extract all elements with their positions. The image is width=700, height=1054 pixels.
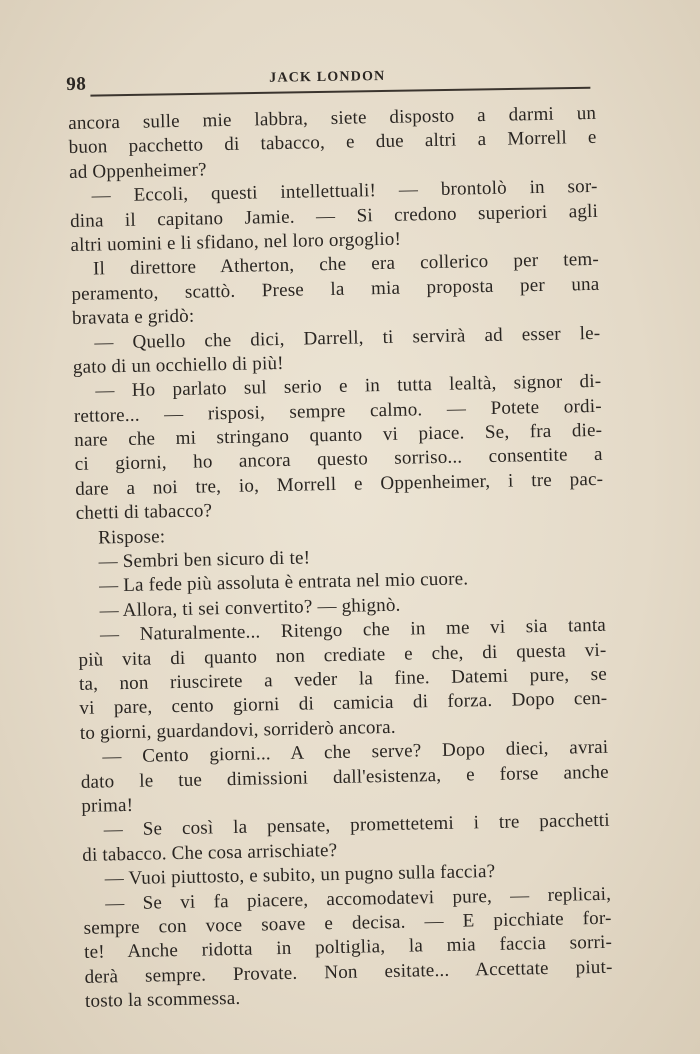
text-line: — Vuoi piuttosto, e subito, un pugno sulla faccia? bbox=[104, 861, 496, 890]
text-line: altri uomini e li sfidano, nel loro orgoglio! bbox=[70, 228, 402, 256]
text-line: derà sempre. Provate. Non esitate... Accettate piut- bbox=[84, 956, 613, 988]
text-line: tosto la scommessa. bbox=[84, 987, 241, 1012]
text-line: Il direttore Atherton, che era collerico per tem- bbox=[92, 249, 600, 280]
text-line: chetti di tabacco? bbox=[75, 500, 213, 525]
text-line: ad Oppenheimer? bbox=[68, 159, 207, 183]
text-line: — La fede più assoluta è entrata nel mio cuore. bbox=[98, 568, 469, 597]
page-number: 98 bbox=[66, 73, 87, 95]
text-line: gato di un occhiello di più! bbox=[72, 352, 284, 378]
text-line: di tabacco. Che cosa arrischiate? bbox=[82, 839, 338, 866]
text-line: to giorni, guardandovi, sorriderò ancora. bbox=[79, 716, 396, 744]
header-rule bbox=[90, 87, 590, 97]
text-line: — Se così la pensate, promettetemi i tre pacchetti bbox=[103, 810, 610, 841]
text-line: dina il capitano Jamie. — Si credono superiori agli bbox=[69, 200, 599, 232]
text-line: nare che mi stringano quanto vi piace. Se, fra die- bbox=[74, 419, 603, 452]
text-line: ta, non riuscirete a veder la fine. Datemi pure, se bbox=[78, 663, 608, 695]
text-line: vi pare, cento giorni di camicia di forza. Dopo cen- bbox=[79, 688, 608, 720]
text-line: — Eccoli, questi intellettuali! — brontolò in sor- bbox=[91, 176, 598, 207]
text-line: prima! bbox=[81, 794, 134, 817]
text-line: — Sembri ben sicuro di te! bbox=[98, 547, 311, 573]
text-line: — Cento giorni... A che serve? Dopo dieci, avrai bbox=[102, 736, 609, 768]
text-line: — Se vi fa piacere, accomodatevi pure, — replicai, bbox=[104, 883, 612, 914]
text-line: rettore... — risposi, sempre calmo. — Potete ordi- bbox=[73, 395, 602, 427]
text-line: sempre con voce soave e decisa. — E picchiate for- bbox=[83, 907, 612, 939]
text-line: ci giorni, ho ancora questo sorriso... consentite a bbox=[74, 444, 603, 476]
text-line: ancora sulle mie labbra, siete disposto a darmi un bbox=[68, 102, 597, 134]
text-line: — Naturalmente... Ritengo che in me vi sia tanta bbox=[99, 614, 607, 646]
text-line: te! Anche ridotta in poltiglia, la mia faccia sorri- bbox=[83, 931, 613, 964]
text-line: peramento, scattò. Prese la mia proposta per una bbox=[71, 273, 600, 305]
text-line: — Allora, ti sei convertito? — ghignò. bbox=[99, 594, 401, 622]
text-line: più vita di quanto non crediate e che, di questa vi- bbox=[78, 639, 607, 671]
page-header bbox=[64, 60, 592, 102]
text-line: buon pacchetto di tabacco, e due altri a Morrell e bbox=[68, 127, 597, 159]
text-line: — Quello che dici, Darrell, ti servirà ad esser le- bbox=[94, 322, 601, 354]
running-head: JACK LONDON bbox=[269, 68, 386, 86]
text-line: bravata e gridò: bbox=[71, 305, 195, 330]
body-text bbox=[68, 102, 613, 1014]
text-line: dare a noi tre, io, Morrell e Oppenheimer, i tre pac- bbox=[75, 468, 604, 500]
text-line: dato le tue dimissioni dall'esistenza, e forse anche bbox=[80, 761, 609, 793]
text-line: — Ho parlato sul serio e in tutta lealtà, signor di- bbox=[95, 371, 602, 402]
text-line: Rispose: bbox=[97, 525, 166, 549]
